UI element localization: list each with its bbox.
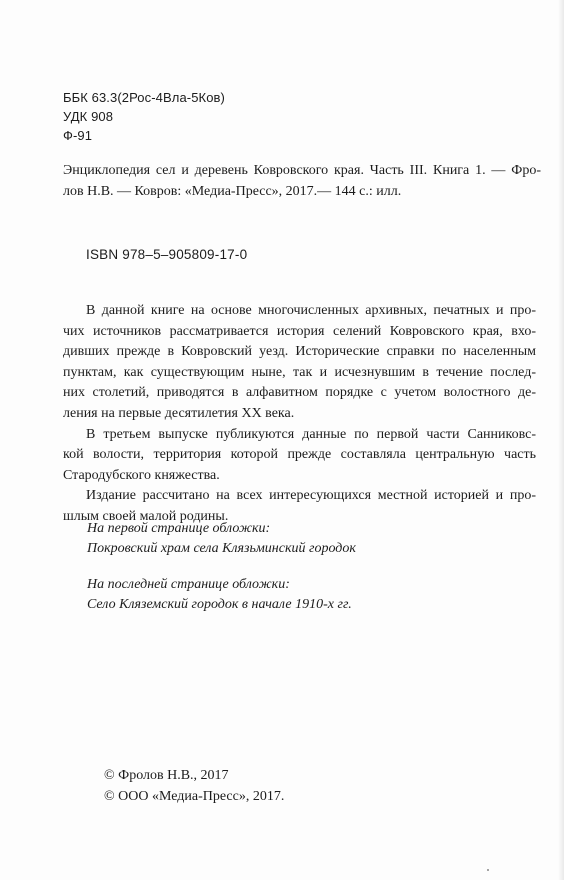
isbn: ISBN 978–5–905809-17-0 [86,247,248,262]
copyright-author: © Фролов Н.В., 2017 [104,768,229,783]
copyright-block [104,766,284,807]
udk-code: УДК 908 [63,109,114,124]
abstract [63,301,536,528]
abstract-line: пунктам, как существующим ныне, так и исчезнувшим в течение послед- [63,364,536,380]
abstract-line: кой волости, территория которой прежде составляла центральную часть [63,447,536,463]
bbk-code: ББК 63.3(2Рос-4Вла-5Ков) [63,90,225,105]
abstract-line: В третьем выпуске публикуются данные по первой части Санниковс- [86,426,536,442]
bibliographic-record [63,160,541,202]
back-cover-label: На последней странице обложки: [87,577,290,592]
front-cover-caption: Покровский храм села Клязьминский городок [87,541,356,556]
abstract-line: Стародубского княжества. [63,467,220,483]
abstract-line: чих источников рассматривается история селений Ковровского края, вхо- [63,323,536,339]
abstract-line: ления на первые десятилетия XX века. [63,405,295,421]
scan-speck [487,869,489,871]
back-cover-caption: Село Кляземский городок в начале 1910-х гг. [87,597,352,612]
abstract-line: шлым своей малой родины. [63,508,229,524]
abstract-line: В данной книге на основе многочисленных архивных, печатных и про- [86,303,536,318]
author-mark: Ф-91 [63,128,93,143]
front-cover-note [87,519,356,559]
biblio-line: Энциклопедия сел и деревень Ковровского края. Часть III. Книга 1. — Фро- [63,163,541,178]
cover-notes [87,519,356,631]
biblio-line: лов Н.В. — Ковров: «Медиа-Пресс», 2017.— 144 с.: илл. [63,184,402,199]
back-cover-note [87,575,356,615]
abstract-line: дивших прежде в Ковровский уезд. Исторические справки по населенным [63,344,536,360]
page-edge-shadow [558,0,564,880]
copyright-publisher: © ООО «Медиа-Пресс», 2017. [104,788,285,804]
abstract-line: них столетий, приводятся в алфавитном порядке с учетом волостного де- [63,385,536,401]
classification-block [63,88,225,145]
abstract-line: Издание рассчитано на всех интересующихся местной историей и про- [86,488,536,504]
front-cover-label: На первой странице обложки: [87,521,271,536]
